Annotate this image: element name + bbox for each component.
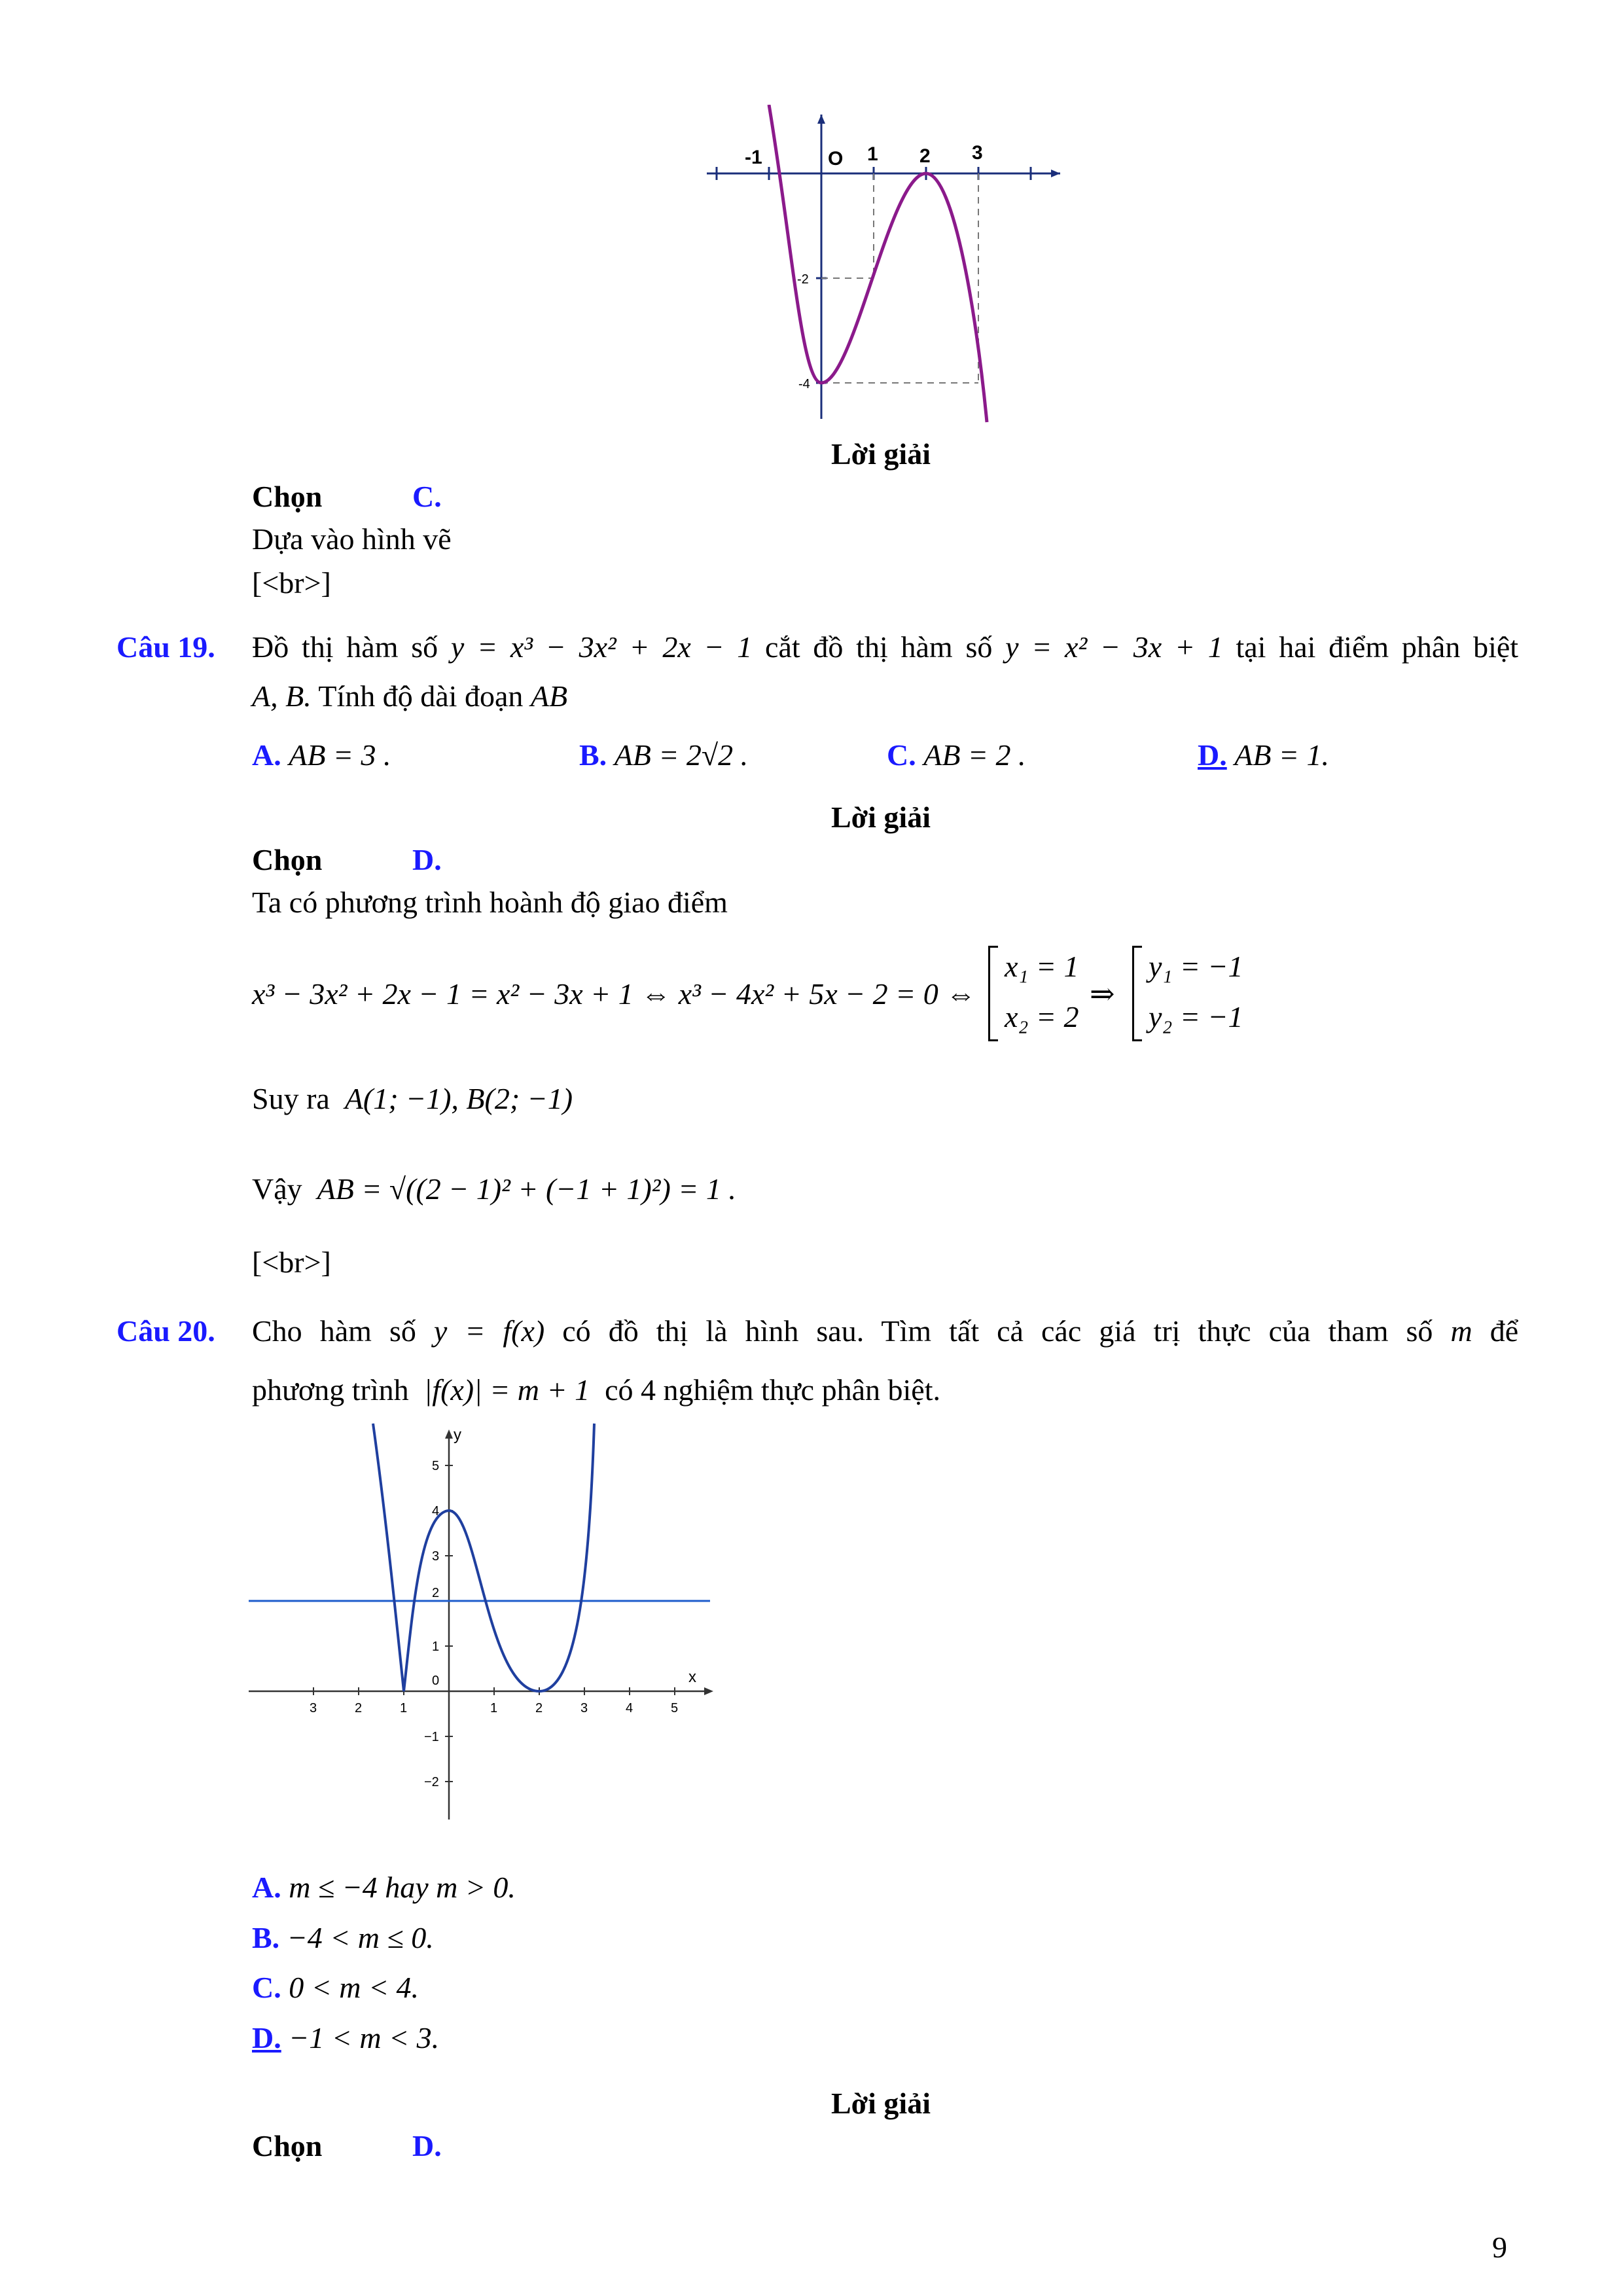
q20-option-c[interactable]: C. 0 < m < 4. — [252, 1971, 419, 2004]
x-tick-label: 1 — [400, 1701, 408, 1715]
q19-stem-line1: Đồ thị hàm số y = x³ − 3x² + 2x − 1 cắt đồ thị hàm số y = x² − 3x + 1 tại hai điểm phân biệt — [252, 630, 1519, 664]
root-y2: y₂ = −1 — [1149, 1000, 1243, 1033]
q19-choose: Chọn D. — [252, 843, 442, 876]
graph-cubic-1 — [694, 105, 1067, 432]
abs-function-curve — [373, 1424, 594, 1691]
q19-solution-heading: Lời giải — [831, 800, 931, 834]
q18-explain: Dựa vào hình vẽ — [252, 522, 452, 556]
y-tick-label: 5 — [432, 1459, 440, 1473]
y-tick-label: 3 — [432, 1549, 440, 1564]
q19-option-a[interactable]: A. AB = 3 . — [252, 738, 391, 772]
q19-vay: Vậy AB = √((2 − 1)² + (−1 + 1)²) = 1 . — [252, 1172, 736, 1206]
x-axis-label: x — [688, 1668, 696, 1686]
q20-option-d[interactable]: D. −1 < m < 3. — [252, 2021, 440, 2054]
root-x1: x₁ = 1 — [1005, 950, 1079, 983]
label-y-minus2: -2 — [797, 272, 809, 287]
q19-option-c[interactable]: C. AB = 2 . — [887, 738, 1026, 772]
q20-solution-heading: Lời giải — [831, 2087, 931, 2120]
choose-value: C. — [412, 480, 442, 513]
x-tick-label: 1 — [490, 1701, 498, 1715]
q20-stem-line1: Cho hàm số y = f(x) có đồ thị là hình sau. Tìm tất cả các giá trị thực của tham số m để — [252, 1314, 1519, 1348]
q20-option-b[interactable]: B. −4 < m ≤ 0. — [252, 1921, 434, 1954]
root-y1: y₁ = −1 — [1149, 950, 1243, 983]
graph-function-f — [249, 1420, 720, 1833]
roots-x-bracket — [988, 946, 998, 1041]
x-tick-label: 4 — [626, 1701, 633, 1715]
q19-intro: Ta có phương trình hoành độ giao điểm — [252, 886, 728, 919]
label-x-2: 2 — [919, 145, 931, 167]
x-tick-label: 3 — [310, 1701, 317, 1715]
q20-option-a[interactable]: A. m ≤ −4 hay m > 0. — [252, 1871, 516, 1904]
q19-number: Câu 19. — [116, 630, 215, 664]
choose-label: Chọn — [252, 480, 323, 513]
label-y-minus4: -4 — [798, 377, 810, 391]
y-tick-label: −2 — [424, 1775, 439, 1789]
y-tick-label: −1 — [424, 1730, 439, 1744]
q18-solution-heading: Lời giải — [831, 437, 931, 471]
q18-choose — [252, 478, 442, 516]
label-x-1: 1 — [867, 143, 878, 165]
origin-label: 0 — [432, 1674, 440, 1688]
y-tick-label: 4 — [432, 1504, 440, 1518]
y-tick-label: 2 — [432, 1586, 440, 1600]
x-tick-label: 2 — [535, 1701, 543, 1715]
label-origin: O — [828, 148, 844, 170]
q19-br: [<br>] — [252, 1246, 331, 1279]
q19-stem-line2: A, B. Tính độ dài đoạn AB — [252, 679, 568, 713]
q20-number: Câu 20. — [116, 1314, 215, 1348]
implies-arrow: ⇒ — [1090, 977, 1115, 1011]
root-x2: x₂ = 2 — [1005, 1000, 1079, 1033]
q19-suy-ra: Suy ra A(1; −1), B(2; −1) — [252, 1082, 573, 1115]
q18-br: [<br>] — [252, 566, 331, 600]
q19-equation: x³ − 3x² + 2x − 1 = x² − 3x + 1 ⇔ x³ − 4x² + 5x − 2 = 0 ⇔ — [252, 977, 976, 1011]
q20-choose: Chọn D. — [252, 2129, 442, 2162]
roots-y-bracket — [1132, 946, 1142, 1041]
page-number: 9 — [1492, 2231, 1507, 2264]
x-tick-label: 3 — [580, 1701, 588, 1715]
q19-option-d[interactable]: D. AB = 1. — [1198, 738, 1329, 772]
q20-stem-line2: phương trình |f(x)| = m + 1 có 4 nghiệm thực phân biệt. — [252, 1373, 940, 1407]
q19-option-b[interactable]: B. AB = 2√2 . — [579, 738, 749, 772]
label-x-3: 3 — [972, 142, 983, 164]
x-tick-label: 2 — [355, 1701, 363, 1715]
label-x-minus1: -1 — [745, 147, 762, 168]
y-tick-label: 1 — [432, 1640, 440, 1654]
x-tick-label: 5 — [671, 1701, 679, 1715]
y-axis-label: y — [454, 1426, 461, 1444]
